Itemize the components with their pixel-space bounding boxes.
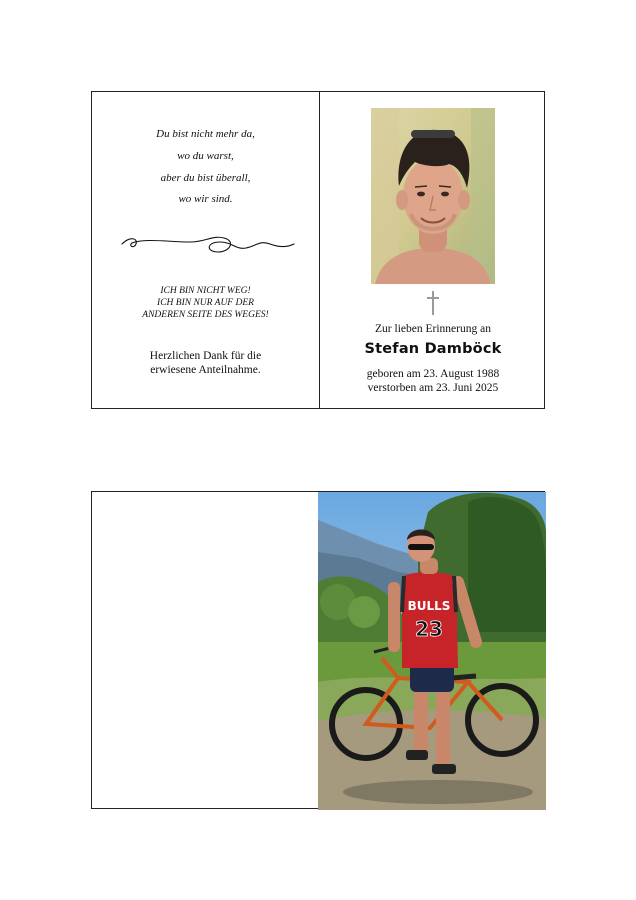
verse-block (92, 285, 319, 321)
bike-photo (318, 492, 546, 810)
poem-line: aber du bist überall, (160, 172, 251, 184)
deceased-name: Stefan Damböck (364, 341, 502, 357)
flourish-ornament (120, 232, 296, 262)
poem-line: wo wir sind. (178, 193, 233, 205)
thanks-text (92, 349, 319, 377)
verse-line: ICH BIN NICHT WEG! (160, 286, 251, 296)
poem-line: Du bist nicht mehr da, (156, 128, 255, 140)
verse-line: ICH BIN NUR AUF DER (157, 298, 254, 308)
memory-line: Zur lieben Erinnerung an (375, 323, 491, 335)
jersey-text: BULLS (407, 599, 451, 613)
poem-line: wo du warst, (177, 150, 234, 162)
thanks-line: erwiesene Anteilnahme. (150, 364, 261, 376)
jersey-number: 23 (415, 617, 443, 641)
thanks-line: Herzlichen Dank für die (149, 350, 262, 362)
verse-line: ANDEREN SEITE DES WEGES! (142, 310, 269, 320)
cross-icon (424, 290, 442, 316)
dates-block (320, 368, 546, 395)
memorial-card-front (91, 91, 545, 409)
birth-date: geboren am 23. August 1988 (366, 368, 500, 380)
memorial-card-back (91, 491, 545, 809)
portrait-photo (371, 108, 495, 284)
card-fold-line (319, 92, 320, 408)
death-date: verstorben am 23. Juni 2025 (367, 381, 499, 394)
